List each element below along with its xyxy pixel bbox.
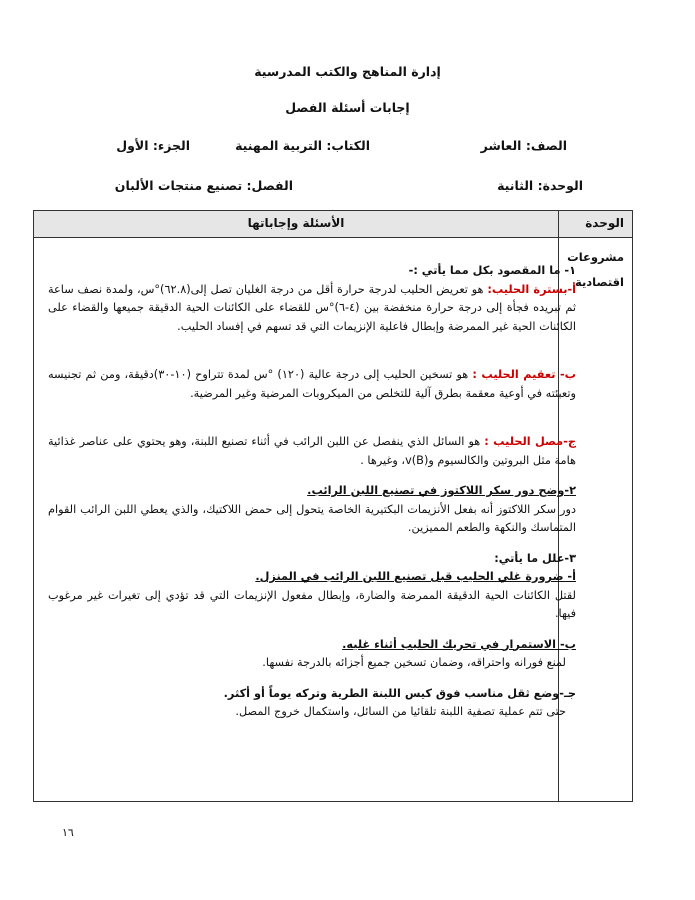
term-whey: ج-مصل الحليب : (484, 435, 576, 448)
answer-3b-text: لمنع فورانه واحتراقه، وضمان تسخين جميع أجزائه بالدرجة نفسها. (262, 656, 566, 669)
answer-1c-text: هو السائل الذي ينفصل عن اللبن الرائب في أثناء تصنيع اللبنة، وهو يحتوي على عناصر غذائية هامة مثل البروتين والكالسيوم و(B)v، وغيرها . (48, 435, 576, 467)
unit-line-1: مشروعات (567, 250, 624, 264)
answer-1a-text: هو تعريض الحليب لدرجة حرارة أقل من درجة الغليان تصل إلى(٦٢.٨)°س، ولمدة نصف ساعة ثم تبريده فجأة إلى درجة حرارة منخفضة بين (٤-٦)°س للقضاء على الكائنات الحية الدقيقة جميعها والقضاء على الكائنات الحية غير الممرضة وإبطال فاعلية الإنزيمات التي قد تسهم في إفساد الحليب. (48, 282, 576, 333)
term-sterilization: ب- تعقيم الحليب : (472, 368, 576, 381)
answers-content (48, 262, 576, 722)
question-3-title: ٣-علل ما يأتي: (494, 551, 576, 565)
qa-column-header: الأسئلة وإجاباتها (247, 216, 345, 230)
page-number: ١٦ (62, 826, 74, 839)
unit-column-header: الوحدة (585, 216, 624, 230)
question-3c-title: جـ-وضع ثقل مناسب فوق كيس اللبنة الطرية وتركه يوماً أو أكثر. (223, 686, 576, 700)
document-title: إجابات أسئلة الفصل (285, 100, 410, 115)
part-label: الجزء: الأول (116, 138, 190, 153)
question-2-title: ٢-وضح دور سكر اللاكتوز في تصنيع اللبن الرائب. (307, 484, 576, 497)
answer-1a (48, 281, 576, 337)
term-pasteurization: أ-بسترة الحليب: (487, 282, 577, 296)
unit-line-2: اقتصادية (574, 275, 624, 289)
answer-1b (48, 366, 576, 403)
department-title: إدارة المناهج والكتب المدرسية (254, 64, 441, 79)
answer-1c (48, 433, 576, 470)
grade-label: الصف: العاشر (480, 138, 567, 153)
question-3b-title: ب- الاستمرار في تحريك الحليب أثناء غليه. (342, 637, 576, 651)
answer-3c-text: حتى تتم عملية تصفية اللبنة تلقائيا من السائل، واستكمال خروج المصل. (235, 705, 566, 718)
question-3a-title: أ- ضرورة غلي الحليب قبل تصنيع اللبن الرائب في المنزل. (255, 570, 576, 583)
answer-2-text: دور سكر اللاكتوز أنه بفعل الأنزيمات البكتيرية الخاصة يتحول إلى حمض اللاكتيك، والذي يعطي اللبن الرائب القوام المتماسك والنكهة والطعم المميزين. (48, 502, 576, 534)
unit-label: الوحدة: الثانية (497, 178, 583, 193)
answer-3a-text: لقتل الكائنات الحية الدقيقة الممرضة والضارة، وإبطال مفعول الإنزيمات التي قد تؤدي إلى تغيرات غير مرغوب فيها. (48, 588, 576, 620)
answer-1b-text: هو تسخين الحليب إلى درجة عالية (١٢٠) °س لمدة تتراوح (١٠-٣٠)دقيقة، ومن ثم تجنيسه وتعبئته في أوعية معقمة بطرق آلية للتخلص من الميكروبات المرضية وغير المرضية. (48, 368, 576, 400)
book-label: الكتاب: التربية المهنية (235, 138, 370, 153)
question-1-title: ١- ما المقصود بكل مما يأتي :- (408, 264, 576, 277)
chapter-label: الفصل: تصنيع منتجات الألبان (114, 178, 293, 193)
